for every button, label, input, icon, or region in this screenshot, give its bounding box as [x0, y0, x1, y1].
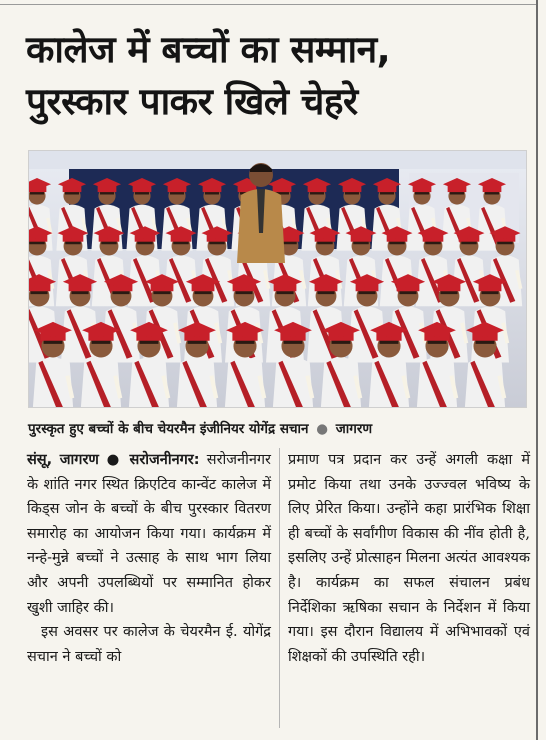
page-edge-rule [536, 0, 538, 740]
paragraph-2-start: इस अवसर पर कालेज के चेयरमैन ई. योगेंद्र सचान ने बच्चों को [27, 624, 271, 665]
paragraph-1: सरोजनीनगर के शांति नगर स्थित क्रिएटिव कान्वेंट कालेज में किड्स जोन के बच्चों के बीच पुरस्कार वितरण समारोह का आयोजन किया गया। कार्यक्रम में नन्हे-मुन्ने बच्चों ने उत्साह के साथ भाग लिया और अपनी उपलब्धियों पर सम्मानित होकर खुशी जाहिर की। [27, 452, 271, 616]
photo-caption [28, 419, 528, 437]
group-photo-students-with-chairman [29, 151, 526, 407]
column-divider [279, 448, 280, 728]
headline-line-1: कालेज में बच्चों का सम्मान, [26, 28, 391, 71]
dateline: संसू, जागरण ● सरोजनीनगर: [27, 452, 200, 468]
article-column-right [288, 448, 530, 669]
caption-bullet: ● [316, 421, 328, 437]
headline [26, 24, 526, 128]
headline-line-2: पुरस्कार पाकर खिले चेहरे [26, 80, 358, 123]
caption-text: पुरस्कृत हुए बच्चों के बीच चेयरमैन इंजीनियर योगेंद्र सचान [28, 421, 309, 437]
news-photo [28, 150, 527, 408]
caption-source: जागरण [335, 421, 373, 437]
top-rule [0, 4, 536, 5]
paragraph-2-continued: प्रमाण पत्र प्रदान कर उन्हें अगली कक्षा में प्रमोट किया तथा उनके उज्ज्वल भविष्य के लिए प्रेरित किया। उन्होंने कहा प्रारंभिक शिक्षा ही बच्चों के सर्वांगीण विकास की नींव होती है, इसलिए उन्हें प्रोत्साहन मिलना अत्यंत आवश्यक है। कार्यक्रम का सफल संचालन प्रबंध निर्देशिका ऋषिका सचान के निर्देशन में किया गया। इस दौरान विद्यालय में अभिभावकों एवं शिक्षकों की उपस्थिति रही। [288, 452, 530, 665]
article-column-left [27, 448, 271, 669]
